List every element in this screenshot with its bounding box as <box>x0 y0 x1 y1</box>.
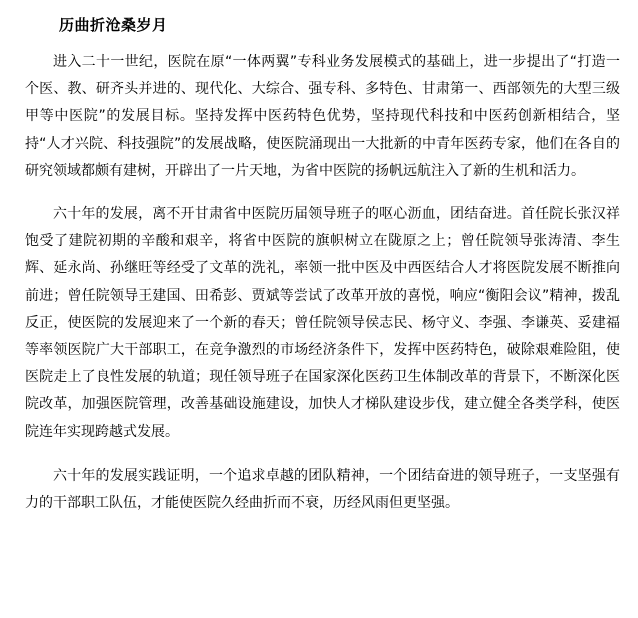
paragraph-conclusion: 六十年的发展实践证明，一个追求卓越的团队精神，一个团结奋进的领导班子，一支坚强有力的干部职工队伍，才能使医院久经曲折而不衰，历经风雨但更坚强。 <box>25 467 620 512</box>
section-title: 历曲折沧桑岁月 <box>59 16 168 34</box>
paragraph-leadership: 六十年的发展，离不开甘肃省中医院历届领导班子的呕心沥血，团结奋进。首任院长张汉祥饱受了建院初期的辛酸和艰辛，将省中医院的旗帜树立在陇原之上；曾任院领导张涛清、李生辉、延永尚、孙继旺等经受了文革的洗礼，率领一批中医及中西医结合人才将医院发展不断推向前进；曾任院领导王建国、田希彭、贾斌等尝试了改革开放的喜悦，响应“衡阳会议”精神，拨乱反正，使医院的发展迎来了一个新的春天；曾任院领导侯志民、杨守义、李强、李谦英、妥建福等率领医院广大干部职工，在竞争激烈的市场经济条件下，发挥中医药特色，破除艰难险阻，使医院走上了良性发展的轨道；现任领导班子在国家深化医药卫生体制改革的背景下，不断深化医院改革，加强医院管理，改善基础设施建设，加快人才梯队建设步伐，建立健全各类学科，使医院连年实现跨越式发展。 <box>25 206 620 440</box>
paragraph-modernization: 进入二十一世纪，医院在原“一体两翼”专科业务发展模式的基础上，进一步提出了“打造一个医、教、研齐头并进的、现代化、大综合、强专科、多特色、甘肃第一、西部领先的大型三级甲等中医院”的发展目标。坚持发挥中医药特色优势，坚持现代科技和中医药创新相结合，坚持“人才兴院、科技强院”的发展战略，使医院涌现出一大批新的中青年医药专家，他们在各自的研究领域都颇有建树，开辟出了一片天地，为省中医院的扬帆远航注入了新的生机和活力。 <box>25 54 620 179</box>
